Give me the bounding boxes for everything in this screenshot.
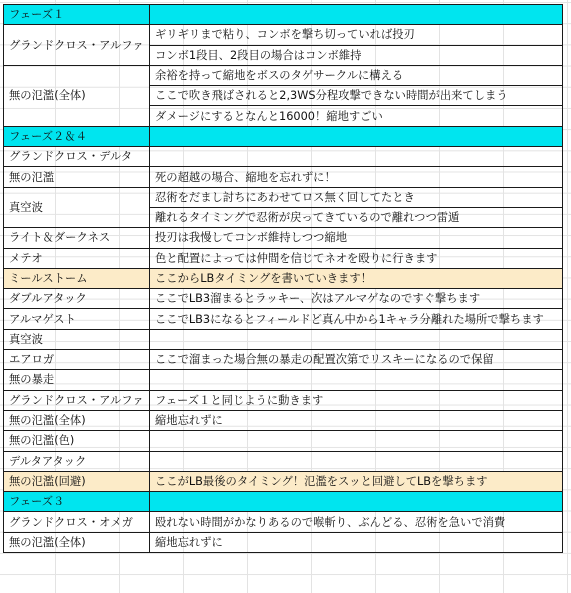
mechanic-name-cell[interactable]: アルマゲスト	[4, 309, 150, 329]
phase-empty-cell[interactable]	[150, 126, 563, 146]
mechanic-name-cell[interactable]: 真空波	[4, 187, 150, 228]
mechanic-name-cell[interactable]: 無の氾濫	[4, 167, 150, 187]
phase-empty-cell[interactable]	[150, 5, 563, 25]
table-row	[4, 228, 563, 248]
note-cell[interactable]: コンボ1段目、2段目の場合はコンボ維持	[150, 45, 563, 65]
table-row	[4, 309, 563, 329]
note-cell[interactable]: ここからLBタイミングを書いていきます！	[150, 268, 563, 288]
note-cell[interactable]: 余裕を持って縮地をボスのタゲサークルに構える	[150, 65, 563, 85]
table-row	[4, 512, 563, 532]
table-row	[4, 167, 563, 187]
mechanic-name-cell[interactable]: ライト＆ダークネス	[4, 228, 150, 248]
phase-header-row	[4, 126, 563, 146]
note-cell[interactable]: 色と配置によっては仲間を信じてネオを殴りに行きます	[150, 248, 563, 268]
phase-header-row	[4, 5, 563, 25]
mechanic-name-cell[interactable]: メテオ	[4, 248, 150, 268]
note-cell[interactable]: 離れるタイミングで忍術が戻ってきているので離れつつ雷遁	[150, 207, 563, 227]
strategy-table	[3, 4, 563, 553]
note-cell[interactable]: 忍術をだまし討ちにあわせてロス無く回してたとき	[150, 187, 563, 207]
mechanic-name-cell[interactable]: ダブルアタック	[4, 289, 150, 309]
table-row	[4, 431, 563, 451]
table-row	[4, 370, 563, 390]
mechanic-name-cell[interactable]: 無の暴走	[4, 370, 150, 390]
note-cell[interactable]	[150, 431, 563, 451]
phase-title-cell[interactable]: フェーズ１	[4, 5, 150, 25]
mechanic-name-cell[interactable]: グランドクロス・アルファ	[4, 390, 150, 410]
table-row	[4, 532, 563, 552]
table-row	[4, 350, 563, 370]
table-row	[4, 187, 563, 207]
table-row	[4, 289, 563, 309]
table-row	[4, 248, 563, 268]
mechanic-name-cell[interactable]: 無の氾濫(全体)	[4, 532, 150, 552]
note-cell[interactable]: 縮地忘れずに	[150, 410, 563, 430]
mechanic-name-cell[interactable]: デルタアタック	[4, 451, 150, 471]
mechanic-name-cell[interactable]: グランドクロス・オメガ	[4, 512, 150, 532]
note-cell[interactable]: ここがLB最後のタイミング！氾濫をスッと回避してLBを撃ちます	[150, 471, 563, 491]
table-row	[4, 268, 563, 288]
table-row	[4, 25, 563, 45]
mechanic-name-cell[interactable]: グランドクロス・アルファ	[4, 25, 150, 66]
mechanic-name-cell[interactable]: 真空波	[4, 329, 150, 349]
note-cell[interactable]: ギリギリまで粘り、コンボを撃ち切っていれば投刃	[150, 25, 563, 45]
note-cell[interactable]	[150, 370, 563, 390]
table-row	[4, 471, 563, 491]
note-cell[interactable]	[150, 147, 563, 167]
note-cell[interactable]: 死の超越の場合、縮地を忘れずに！	[150, 167, 563, 187]
table-row	[4, 329, 563, 349]
mechanic-name-cell[interactable]: ミールストーム	[4, 268, 150, 288]
table-row	[4, 451, 563, 471]
note-cell[interactable]: 縮地忘れずに	[150, 532, 563, 552]
mechanic-name-cell[interactable]: グランドクロス・デルタ	[4, 147, 150, 167]
mechanic-name-cell[interactable]: 無の氾濫(全体)	[4, 410, 150, 430]
mechanic-name-cell[interactable]: 無の氾濫(回避)	[4, 471, 150, 491]
phase-header-row	[4, 492, 563, 512]
table-row	[4, 65, 563, 85]
phase-empty-cell[interactable]	[150, 492, 563, 512]
note-cell[interactable]: 殴れない時間がかなりあるので喉斬り、ぶんどる、忍術を急いで消費	[150, 512, 563, 532]
mechanic-name-cell[interactable]: 無の氾濫(全体)	[4, 65, 150, 126]
table-row	[4, 147, 563, 167]
note-cell[interactable]: 投刃は我慢してコンボ維持しつつ縮地	[150, 228, 563, 248]
note-cell[interactable]	[150, 329, 563, 349]
note-cell[interactable]: ここでLB3になるとフィールドど真ん中から1キャラ分離れた場所で撃ちます	[150, 309, 563, 329]
table-row	[4, 390, 563, 410]
note-cell[interactable]	[150, 451, 563, 471]
mechanic-name-cell[interactable]: エアロガ	[4, 350, 150, 370]
phase-title-cell[interactable]: フェーズ２＆４	[4, 126, 150, 146]
note-cell[interactable]: フェーズ１と同じように動きます	[150, 390, 563, 410]
mechanic-name-cell[interactable]: 無の氾濫(色)	[4, 431, 150, 451]
note-cell[interactable]: ダメージにするとなんと16000！縮地すごい	[150, 106, 563, 126]
note-cell[interactable]: ここで溜まった場合無の暴走の配置次第でリスキーになるので保留	[150, 350, 563, 370]
note-cell[interactable]: ここで吹き飛ばされると2,3WS分程攻撃できない時間が出来てしまう	[150, 86, 563, 106]
note-cell[interactable]: ここでLB3溜まるとラッキー、次はアルマゲなのですぐ撃ちます	[150, 289, 563, 309]
table-row	[4, 410, 563, 430]
phase-title-cell[interactable]: フェーズ３	[4, 492, 150, 512]
